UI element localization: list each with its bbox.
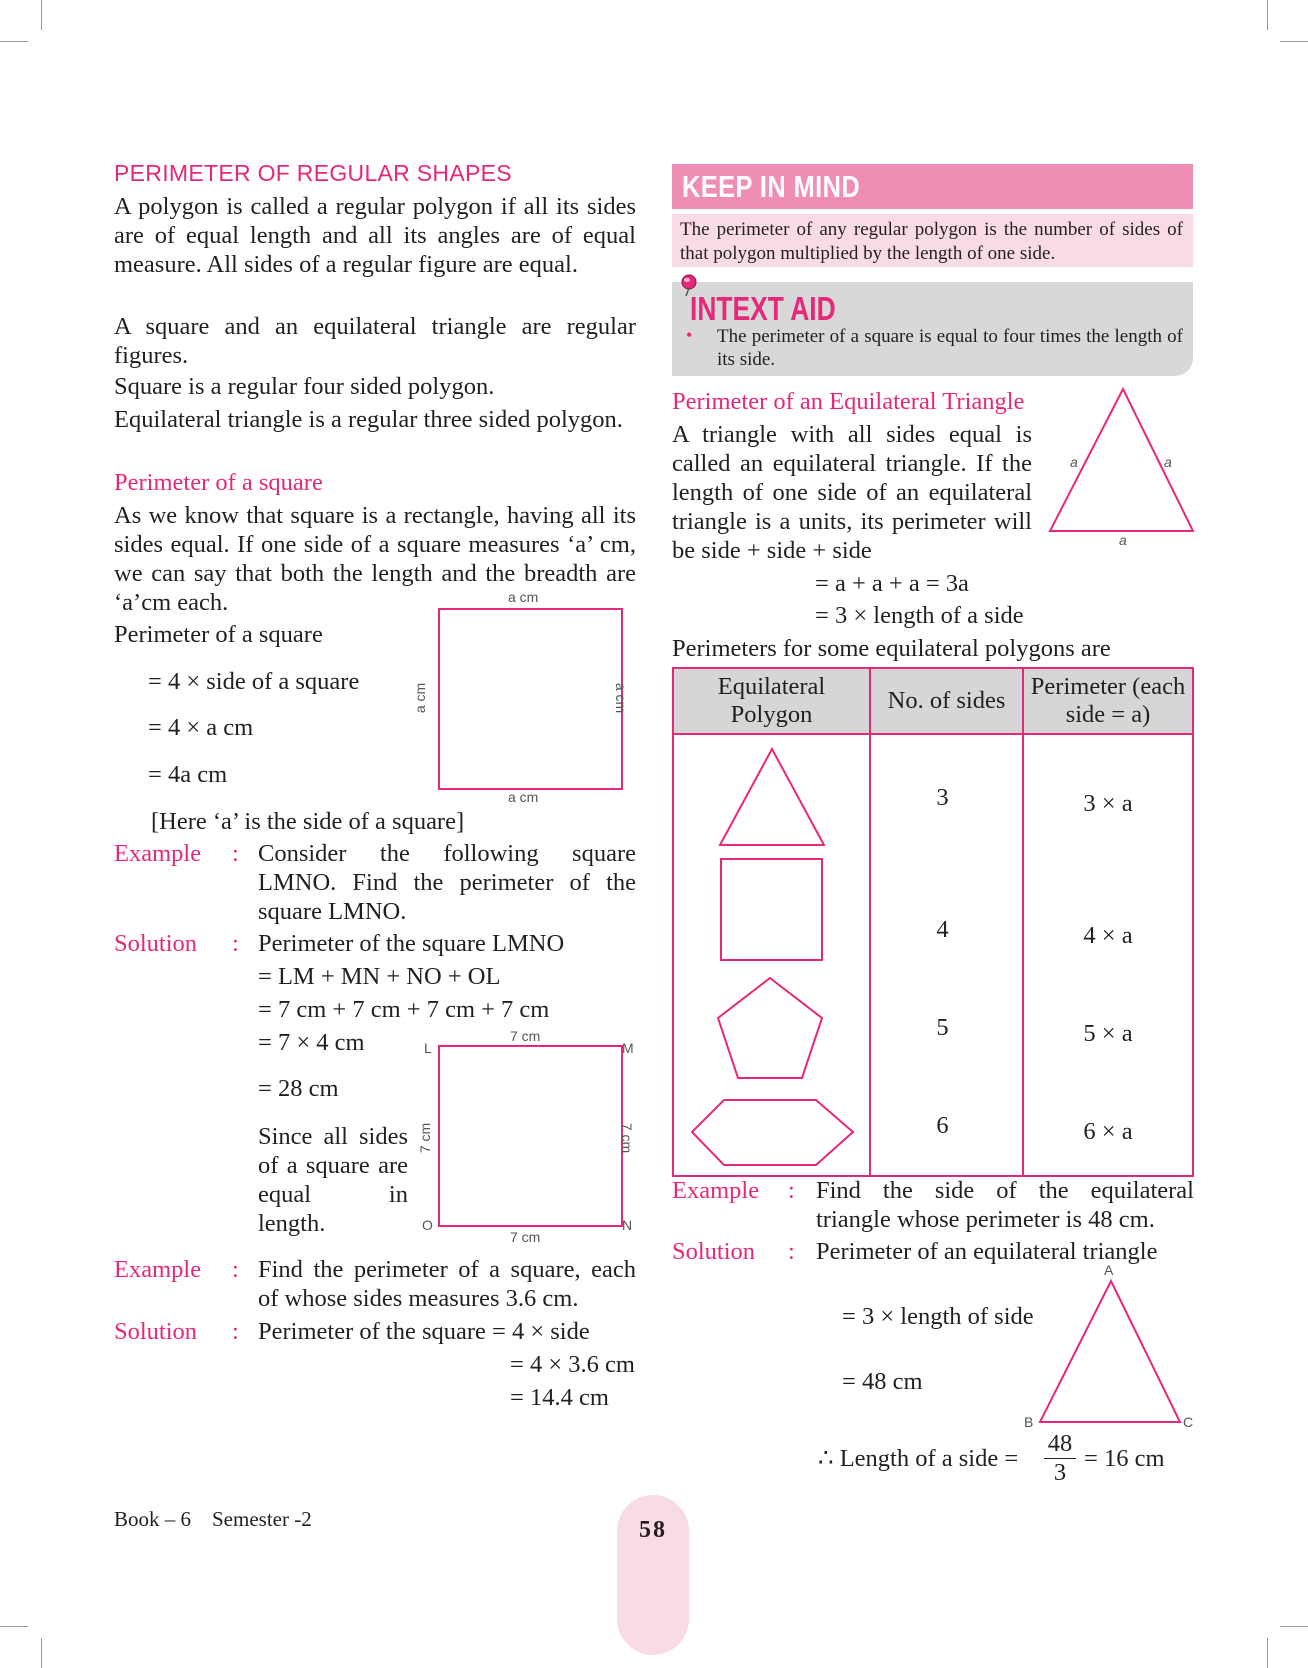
example-colon: : [232, 840, 239, 867]
solution-line: Perimeter of an equilateral triangle [816, 1238, 1158, 1265]
crop-mark [1267, 1638, 1268, 1668]
intro-paragraph: A polygon is called a regular polygon if all its sides are of equal length and all its angles are of equal measure. All sides of a regular figure are equal. [114, 193, 636, 278]
vertex-label: C [1183, 1414, 1194, 1430]
solution-line: = 4 × 3.6 cm [510, 1351, 635, 1378]
triangle-shape [720, 749, 824, 845]
perimeter-value: 3 × a [1083, 790, 1133, 817]
example-text: Consider the following square LMNO. Find the perimeter of the square LMNO. [258, 840, 636, 925]
table-header: No. of sides [870, 668, 1023, 734]
example-text: Find the perimeter of a square, each of whose sides measures 3.6 cm. [258, 1256, 636, 1312]
fraction-denominator: 3 [1053, 1459, 1067, 1486]
step-line: = 4a cm [148, 761, 228, 788]
polygon-table [672, 667, 1194, 1177]
subheading-triangle: Perimeter of an Equilateral Triangle [672, 388, 1025, 415]
perimeter-label: Perimeter of a square [114, 621, 323, 648]
vertex-label: N [622, 1217, 633, 1233]
triangle-step: = a + a + a = 3a [815, 570, 969, 597]
solution-line: = LM + MN + NO + OL [258, 963, 501, 990]
lmno-label-right: 7 cm [619, 1122, 636, 1154]
solution-label: Solution [114, 1318, 198, 1345]
sides-value: 3 [936, 784, 949, 811]
example-text: Find the side of the equilateral triangle whose perimeter is 48 cm. [816, 1177, 1194, 1233]
section-heading: PERIMETER OF REGULAR SHAPES [114, 160, 512, 186]
triangle-label-bottom: a [1119, 532, 1127, 548]
crop-mark [0, 41, 28, 42]
perimeter-value: 4 × a [1083, 922, 1133, 949]
solution-colon: : [232, 1318, 239, 1345]
page-number-tab [617, 1495, 689, 1655]
solution-closing: Since all sides of a square are equal in length. [258, 1123, 408, 1237]
lmno-label-top: 7 cm [510, 1028, 541, 1044]
square-definition: Square is a regular four sided polygon. [114, 373, 495, 400]
crop-mark [41, 0, 42, 30]
page-number: 58 [639, 1517, 667, 1543]
table-header: Equilateral Polygon [673, 668, 870, 734]
example-colon: : [232, 1256, 239, 1283]
solution-colon: : [788, 1238, 795, 1265]
step-line: = 4 × a cm [148, 714, 254, 741]
table-intro: Perimeters for some equilateral polygons are [672, 635, 1111, 662]
square-shape [721, 859, 822, 960]
square-figure [438, 608, 623, 790]
triangle-label-left: a [1070, 454, 1078, 470]
solution-line: = 28 cm [258, 1075, 339, 1102]
square-label-right: a cm [613, 682, 630, 714]
solution-line: = 14.4 cm [510, 1384, 609, 1411]
triangle-label-right: a [1164, 454, 1172, 470]
keep-in-mind-box [672, 214, 1193, 267]
intext-aid-title: INTEXT AID [690, 290, 836, 327]
lmno-label-left: 7 cm [417, 1122, 434, 1154]
triangle-definition: Equilateral triangle is a regular three sided polygon. [114, 406, 623, 433]
crop-mark [0, 1626, 28, 1627]
example-colon: : [788, 1177, 795, 1204]
triangle-paragraph: A triangle with all sides equal is called an equilateral triangle. If the length of one side of an equilateral triangle is a units, its perimeter will be side + side + side [672, 421, 1032, 564]
crop-mark [1280, 41, 1308, 42]
square-label-top: a cm [508, 589, 539, 605]
square-label-bottom: a cm [508, 789, 539, 805]
table-header: Perimeter (each side = a) [1023, 668, 1193, 734]
lmno-label-bottom: 7 cm [510, 1229, 541, 1245]
solution-line: Perimeter of the square = 4 × side [258, 1318, 590, 1345]
crop-mark [1280, 1626, 1308, 1627]
perimeter-cell [1023, 734, 1193, 1176]
crop-mark [41, 1638, 42, 1668]
keep-in-mind-header [672, 164, 1193, 209]
solution-line: = 48 cm [842, 1368, 923, 1395]
crop-mark [1267, 0, 1268, 30]
solution-line: = 7 × 4 cm [258, 1029, 365, 1056]
sides-value: 5 [936, 1014, 949, 1041]
perimeter-value: 6 × a [1083, 1118, 1133, 1145]
bullet-icon: • [686, 325, 693, 345]
equilateral-triangle-figure [1040, 383, 1200, 533]
triangle-step: = 3 × length of a side [815, 602, 1024, 629]
solution-line: Perimeter of the square LMNO [258, 930, 565, 957]
pentagon-shape [718, 978, 822, 1078]
sides-value: 4 [936, 916, 949, 943]
final-answer-prefix: ∴ Length of a side = [818, 1445, 1019, 1472]
vertex-label: B [1024, 1414, 1034, 1430]
sides-value: 6 [936, 1112, 949, 1139]
note: [Here ‘a’ is the side of a square] [151, 808, 465, 835]
perimeter-value: 5 × a [1083, 1020, 1133, 1047]
example-label: Example [114, 1256, 202, 1283]
solution-colon: : [232, 930, 239, 957]
hexagon-shape [692, 1100, 853, 1165]
vertex-label: L [424, 1040, 432, 1056]
vertex-label: M [622, 1040, 634, 1056]
sides-cell [870, 734, 1023, 1176]
triangle-abc-figure [1030, 1277, 1190, 1427]
fraction-numerator: 48 [1044, 1430, 1076, 1459]
solution-line: = 3 × length of side [842, 1303, 1034, 1330]
step-line: = 4 × side of a square [148, 668, 360, 695]
vertex-label: A [1104, 1262, 1114, 1278]
square-lmno-figure [438, 1045, 623, 1227]
intext-aid-box [672, 282, 1193, 376]
square-label-left: a cm [412, 682, 429, 714]
fraction [1044, 1430, 1076, 1487]
polygon-shapes [674, 735, 861, 1175]
intext-aid-text: The perimeter of a square is equal to four times the length of its side. [717, 326, 1183, 370]
vertex-label: O [422, 1217, 433, 1233]
example-label: Example [672, 1177, 760, 1204]
shape-cell [673, 734, 870, 1176]
example-label: Example [114, 840, 202, 867]
final-answer-suffix: = 16 cm [1084, 1445, 1165, 1472]
solution-line: = 7 cm + 7 cm + 7 cm + 7 cm [258, 996, 550, 1023]
footer-book: Book – 6 Semester -2 [114, 1507, 312, 1531]
subheading-square: Perimeter of a square [114, 469, 323, 496]
keep-in-mind-text: The perimeter of any regular polygon is the number of sides of that polygon multiplied by the length of one side. [680, 219, 1183, 264]
square-paragraph: As we know that square is a rectangle, having all its sides equal. If one side of a square measures ‘a’ cm, we can say that both the length and the breadth are ‘a’cm each. [114, 502, 636, 616]
solution-label: Solution [114, 930, 198, 957]
keep-in-mind-title: KEEP IN MIND [682, 169, 861, 204]
regular-figures-paragraph: A square and an equilateral triangle are regular figures. [114, 313, 636, 369]
solution-label: Solution [672, 1238, 756, 1265]
